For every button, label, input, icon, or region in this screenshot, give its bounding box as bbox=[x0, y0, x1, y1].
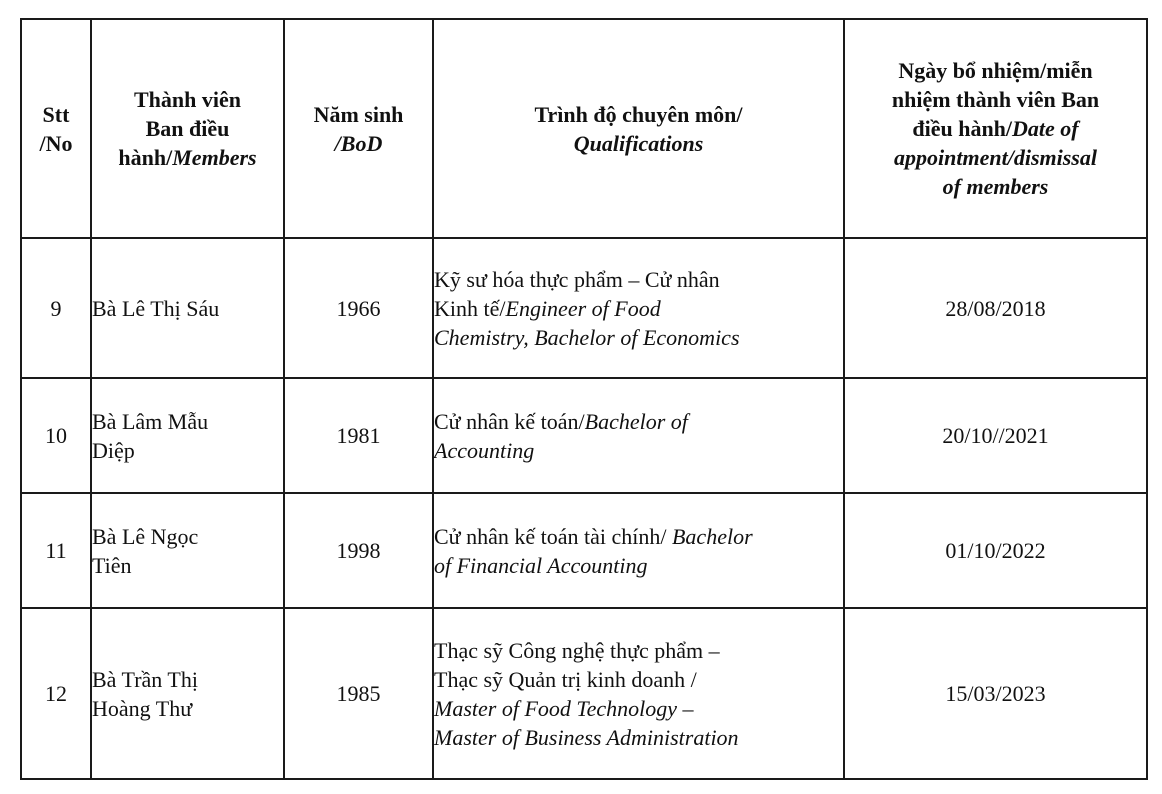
cell-qualifications: Cử nhân kế toán tài chính/ Bachelor of Financial Accounting bbox=[433, 493, 844, 608]
table-row bbox=[21, 493, 1147, 608]
cell-birth-year: 1985 bbox=[284, 608, 433, 779]
cell-member-name: Bà Lê Ngọc Tiên bbox=[91, 493, 284, 608]
header-members: Thành viên Ban điều hành/Members bbox=[91, 19, 284, 238]
cell-qualifications: Thạc sỹ Công nghệ thực phẩm – Thạc sỹ Quản trị kinh doanh / Master of Food Technology – Master of Business Administration bbox=[433, 608, 844, 779]
cell-no: 12 bbox=[21, 608, 91, 779]
header-no: Stt /No bbox=[21, 19, 91, 238]
executive-members-table bbox=[20, 18, 1148, 780]
cell-no: 10 bbox=[21, 378, 91, 493]
header-appointment-date: Ngày bổ nhiệm/miễn nhiệm thành viên Ban điều hành/Date of appointment/dismissal of members bbox=[844, 19, 1147, 238]
cell-qualifications: Kỹ sư hóa thực phẩm – Cử nhân Kinh tế/Engineer of Food Chemistry, Bachelor of Economics bbox=[433, 238, 844, 378]
table-row bbox=[21, 608, 1147, 779]
header-row bbox=[21, 19, 1147, 238]
cell-member-name: Bà Trần Thị Hoàng Thư bbox=[91, 608, 284, 779]
header-birth-year: Năm sinh /BoD bbox=[284, 19, 433, 238]
cell-birth-year: 1998 bbox=[284, 493, 433, 608]
header-qualifications: Trình độ chuyên môn/ Qualifications bbox=[433, 19, 844, 238]
table-row bbox=[21, 378, 1147, 493]
cell-member-name: Bà Lâm Mẫu Diệp bbox=[91, 378, 284, 493]
cell-member-name: Bà Lê Thị Sáu bbox=[91, 238, 284, 378]
cell-no: 11 bbox=[21, 493, 91, 608]
cell-appointment-date: 15/03/2023 bbox=[844, 608, 1147, 779]
table-row bbox=[21, 238, 1147, 378]
cell-birth-year: 1981 bbox=[284, 378, 433, 493]
cell-appointment-date: 20/10//2021 bbox=[844, 378, 1147, 493]
cell-appointment-date: 01/10/2022 bbox=[844, 493, 1147, 608]
cell-qualifications: Cử nhân kế toán/Bachelor of Accounting bbox=[433, 378, 844, 493]
cell-birth-year: 1966 bbox=[284, 238, 433, 378]
cell-appointment-date: 28/08/2018 bbox=[844, 238, 1147, 378]
cell-no: 9 bbox=[21, 238, 91, 378]
